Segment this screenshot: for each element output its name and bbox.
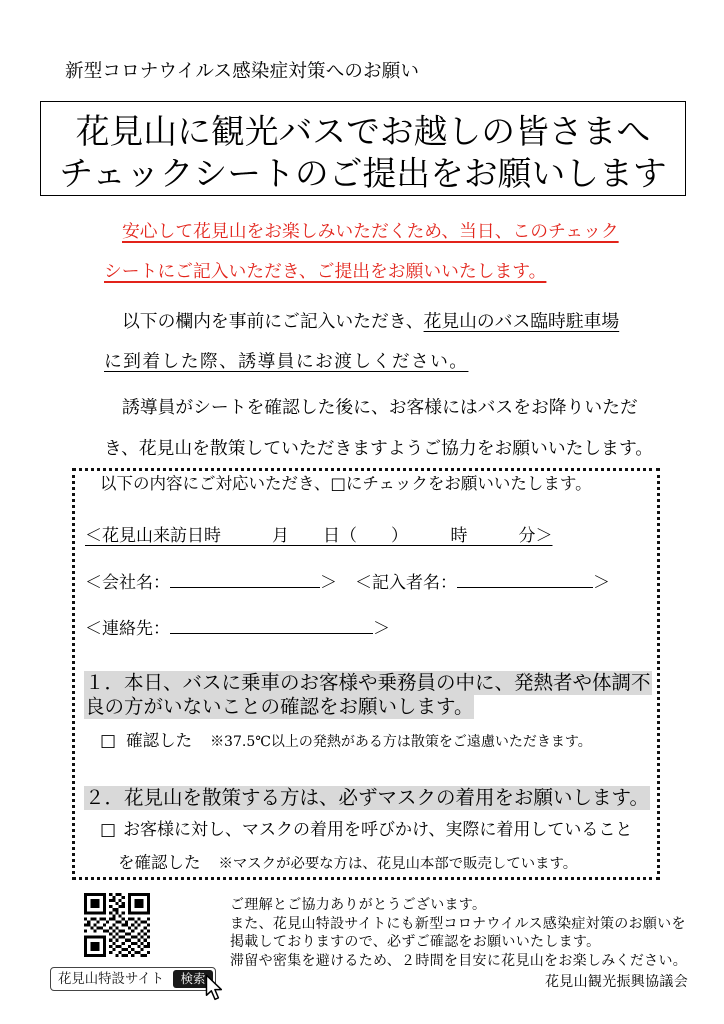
submission-instruction-text: 以下の欄内を事前にご記入いただき、 [122, 311, 424, 332]
search-query-text: 花見山特設サイト [58, 971, 165, 987]
item-2-checkbox[interactable]: □ [100, 819, 117, 840]
title-line-1: 花見山に観光バスでお越しの皆さまへ [75, 111, 651, 151]
item-2-check-row [100, 819, 633, 840]
check-sheet-form [72, 468, 660, 880]
contact-label: ＜連絡先： [85, 618, 170, 639]
writer-close-bracket: ＞ [593, 572, 610, 593]
mouse-cursor-icon [205, 974, 225, 1002]
company-close-bracket: ＞ [320, 572, 337, 593]
submission-instruction-line-1 [122, 313, 619, 331]
search-box-graphic [50, 967, 216, 991]
footer-message-line: 滞留や密集を避けるため、２時間を目安に花見山をお楽しみください。 [230, 953, 688, 970]
qr-code [84, 893, 150, 957]
contact-close-bracket: ＞ [373, 618, 390, 639]
item-2-check-row-2 [118, 855, 577, 872]
footer-message [230, 896, 687, 971]
contact-field[interactable] [170, 618, 373, 634]
form-instruction: 以下の内容にご対応いただき、□にチェックをお願いいたします。 [100, 474, 592, 493]
red-notice-line-2: シートにご記入いただき、ご提出をお願いいたします。 [104, 261, 547, 282]
company-writer-row [85, 572, 610, 592]
item-1-heading-line-2: 良の方がいないことの確認をお願いします。 [85, 695, 474, 718]
writer-label: ＜記入者名： [355, 572, 457, 593]
guide-instruction-line-2: き、花見山を散策していただきますようご協力をお願いいたします。 [104, 438, 654, 459]
item-2-check-line-2: を確認した [118, 853, 201, 872]
writer-name-field[interactable] [457, 572, 593, 588]
red-notice-line-1: 安心して花見山をお楽しみいただくため、当日、このチェック [122, 221, 619, 242]
company-name-field[interactable] [170, 572, 320, 588]
bus-parking-lot-underlined: 花見山のバス臨時駐車場 [423, 311, 620, 332]
title-box [40, 101, 686, 196]
title-line-2: チェックシートのご提出をお願いします [59, 153, 667, 193]
submission-instruction-line-2: に到着した際、誘導員にお渡しください。 [104, 351, 469, 372]
item-1-checkbox[interactable]: □ [100, 731, 117, 751]
guide-instruction-line-1: 誘導員がシートを確認した後に、お客様にはバスをお降りいただ [122, 397, 638, 418]
item-1-fever-note: ※37.5℃以上の発熱がある方は散策をご遠慮いただきます。 [210, 734, 592, 750]
item-1-heading-line-1: １．本日、バスに乗車のお客様や乗務員の中に、発熱者や体調不 [85, 671, 651, 694]
item-2-heading: ２．花見山を散策する方は、必ずマスクの着用をお願いします。 [85, 786, 649, 809]
footer-message-line: 掲載しておりますので、必ずご確認をお願いいたします。 [230, 934, 601, 951]
qr-modules [84, 893, 150, 957]
item-1-check-label: 確認した [126, 731, 193, 750]
visit-datetime-field[interactable]: ＜花見山来訪日時 月 日（ ） 時 分＞ [85, 525, 553, 546]
footer-message-line: また、花見山特設サイトにも新型コロナウイルス感染症対策のお願いを [230, 915, 686, 932]
covid-measures-subtitle: 新型コロナウイルス感染症対策へのお願い [65, 61, 420, 82]
contact-row [85, 618, 390, 638]
company-label: ＜会社名： [85, 572, 170, 593]
footer-message-line: ご理解とご協力ありがとうございます。 [230, 897, 487, 913]
item-2-check-line-1: お客様に対し、マスクの着用を呼びかけ、実際に着用していること [123, 819, 633, 840]
item-2-mask-note: ※マスクが必要な方は、花見山本部で販売しています。 [218, 856, 578, 872]
search-button: 検索 [173, 970, 213, 988]
organization-name: 花見山観光振興協議会 [545, 974, 688, 990]
item-1-check-row [100, 733, 592, 750]
